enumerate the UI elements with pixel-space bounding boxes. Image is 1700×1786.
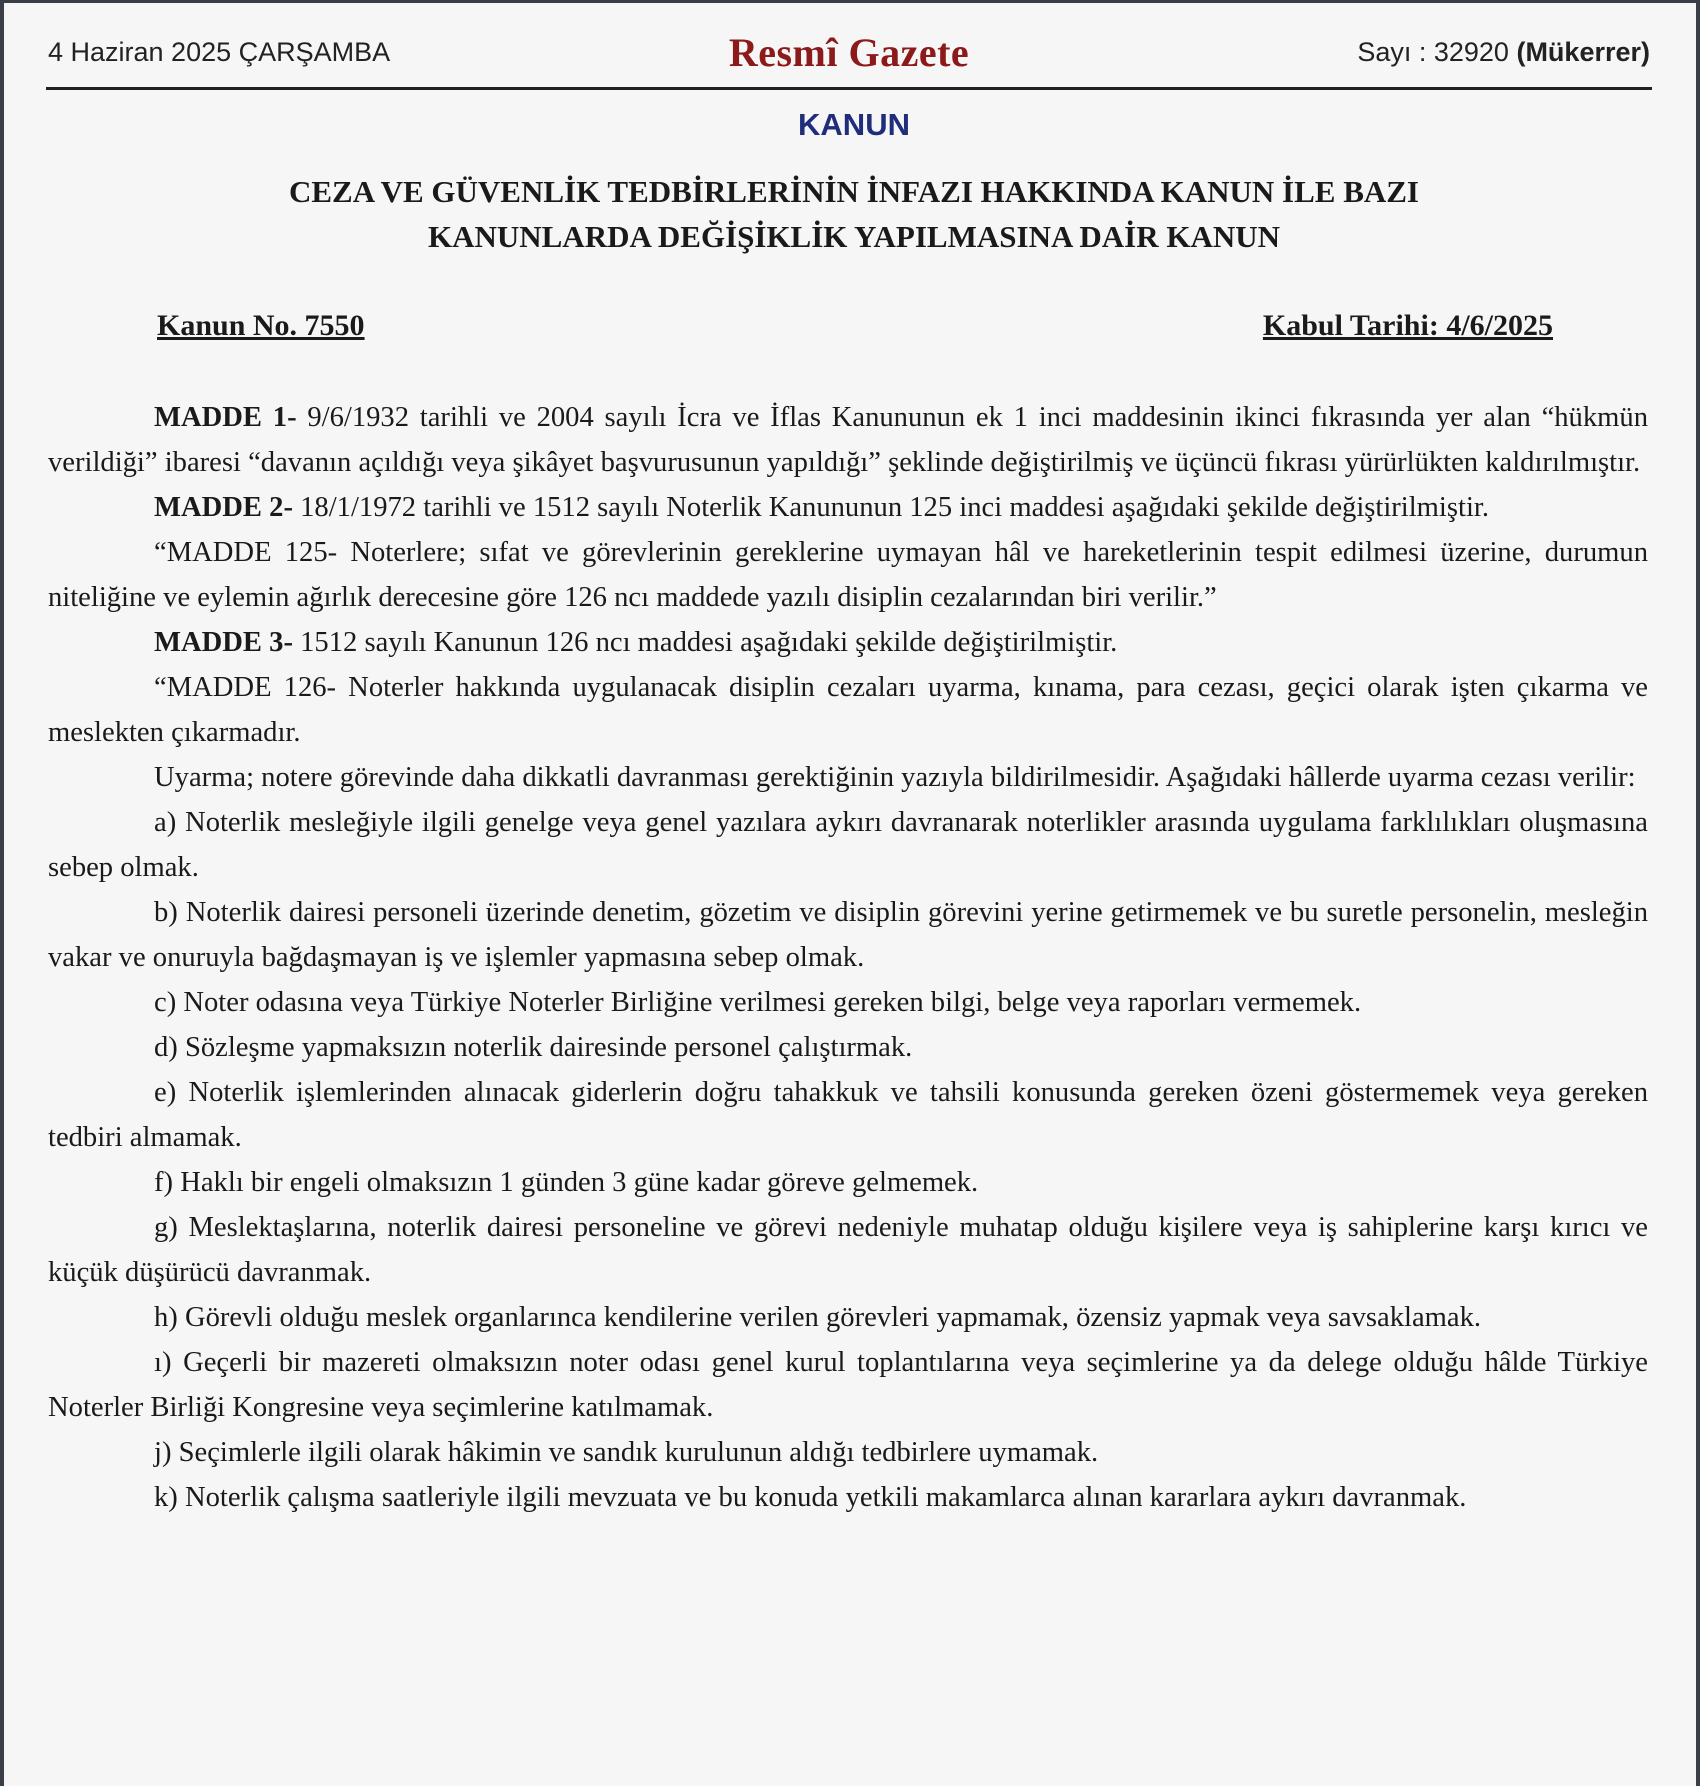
acceptance-date: Kabul Tarihi: 4/6/2025 [1262,309,1553,342]
list-item [48,1160,1648,1205]
list-item [48,1205,1648,1295]
issue-repeat-label: (Mükerrer) [1516,37,1650,67]
law-title-line-1: CEZA VE GÜVENLİK TEDBİRLERİNİN İNFAZI HAKKINDA KANUN İLE BAZI [288,174,1420,209]
header-divider [46,87,1652,90]
article-heading: MADDE 2- [154,492,293,523]
list-item-text: b) Noterlik dairesi personeli üzerinde denetim, gözetim ve disiplin görevini yerine getirmemek ve bu suretle personelin, mesleğin vakar ve onuruyla bağdaşmayan iş ve işlemler yapmasına sebep olmak. [48,897,1648,973]
paragraph-text: “MADDE 126- Noterler hakkında uygulanacak disiplin cezaları uyarma, kınama, para cezası, geçici olarak işten çıkarma ve meslekten çıkarmadır. [48,672,1648,748]
article-heading: MADDE 1- [154,402,297,433]
document-type-label: KANUN [798,107,910,142]
issue-number [1357,37,1650,68]
list-item-text: h) Görevli olduğu meslek organlarınca kendilerine verilen görevleri yapmamak, özensiz yapmak veya savsaklamak. [154,1302,1482,1333]
paragraph [48,665,1648,755]
gazette-header [46,29,1652,89]
issue-number-text: Sayı : 32920 [1357,37,1509,67]
paragraph [48,485,1648,530]
paragraph [48,530,1648,620]
list-item [48,1025,1648,1070]
list-item-text: f) Haklı bir engeli olmaksızın 1 günden 3 güne kadar göreve gelmemek. [154,1167,979,1198]
law-title [154,169,1554,259]
list-item-text: a) Noterlik mesleğiyle ilgili genelge veya genel yazılara aykırı davranarak noterlikler arasında uygulama farklılıkları oluşmasına sebep olmak. [48,807,1648,883]
paragraph-text: Uyarma; notere görevinde daha dikkatli davranması gerektiğinin yazıyla bildirilmesidir. Aşağıdaki hâllerde uyarma cezası verilir: [154,762,1636,793]
list-item-text: c) Noter odasına veya Türkiye Noterler Birliğine verilmesi gereken bilgi, belge veya raporları vermemek. [154,987,1362,1018]
law-number: Kanun No. 7550 [157,309,365,342]
paragraph [48,395,1648,485]
paragraph-text: “MADDE 125- Noterlere; sıfat ve görevlerinin gereklerine uymayan hâl ve hareketlerinin tespit edilmesi üzerine, durumun niteliğine ve eylemin ağırlık derecesine göre 126 ncı maddede yazılı disiplin cezalarından biri verilir.” [48,537,1648,613]
list-item [48,800,1648,890]
list-item-text: j) Seçimlerle ilgili olarak hâkimin ve sandık kurulunun aldığı tedbirlere uymamak. [154,1437,1099,1468]
list-item-text: g) Meslektaşlarına, noterlik dairesi personeline ve görevi nedeniyle muhatap olduğu kişilere veya iş sahiplerine karşı kırıcı ve küçük düşürücü davranmak. [48,1212,1648,1288]
list-item [48,1475,1648,1520]
list-item [48,1070,1648,1160]
list-item [48,890,1648,980]
list-item [48,980,1648,1025]
law-title-line-2: KANUNLARDA DEĞİŞİKLİK YAPILMASINA DAİR KANUN [427,219,1281,254]
paragraph-text: 1512 sayılı Kanunun 126 ncı maddesi aşağıdaki şekilde değiştirilmiştir. [292,627,1118,658]
paragraph-text: 9/6/1932 tarihli ve 2004 sayılı İcra ve İflas Kanununun ek 1 inci maddesinin ikinci fıkrasında yer alan “hükmün verildiği” ibaresi “davanın açıldığı veya şikâyet başvurusunun yapıldığı” şeklinde değiştirilmiş ve üçüncü fıkrası yürürlükten kaldırılmıştır. [48,402,1648,478]
paragraph-text: 18/1/1972 tarihli ve 1512 sayılı Noterlik Kanununun 125 inci maddesi aşağıdaki şekilde değiştirilmiştir. [292,492,1489,523]
list-item [48,1295,1648,1340]
gazette-name: Resmî Gazete [728,30,970,75]
list-item [48,1340,1648,1430]
list-item [48,1430,1648,1475]
list-item-text: ı) Geçerli bir mazereti olmaksızın noter odası genel kurul toplantılarına veya seçimlerine ya da delege olduğu hâlde Türkiye Noterler Birliği Kongresine veya seçimlerine katılmamak. [48,1347,1648,1423]
paragraph [48,620,1648,665]
publication-date: 4 Haziran 2025 ÇARŞAMBA [48,37,391,67]
article-heading: MADDE 3- [154,627,293,658]
list-item-text: k) Noterlik çalışma saatleriyle ilgili mevzuata ve bu konuda yetkili makamlarca alınan kararlara aykırı davranmak. [154,1482,1467,1513]
list-item-text: d) Sözleşme yapmaksızın noterlik dairesinde personel çalıştırmak. [154,1032,913,1063]
law-body [48,395,1648,1520]
paragraph [48,755,1648,800]
list-item-text: e) Noterlik işlemlerinden alınacak giderlerin doğru tahakkuk ve tahsili konusunda gereken özeni göstermemek veya gereken tedbiri almamak. [48,1077,1648,1153]
